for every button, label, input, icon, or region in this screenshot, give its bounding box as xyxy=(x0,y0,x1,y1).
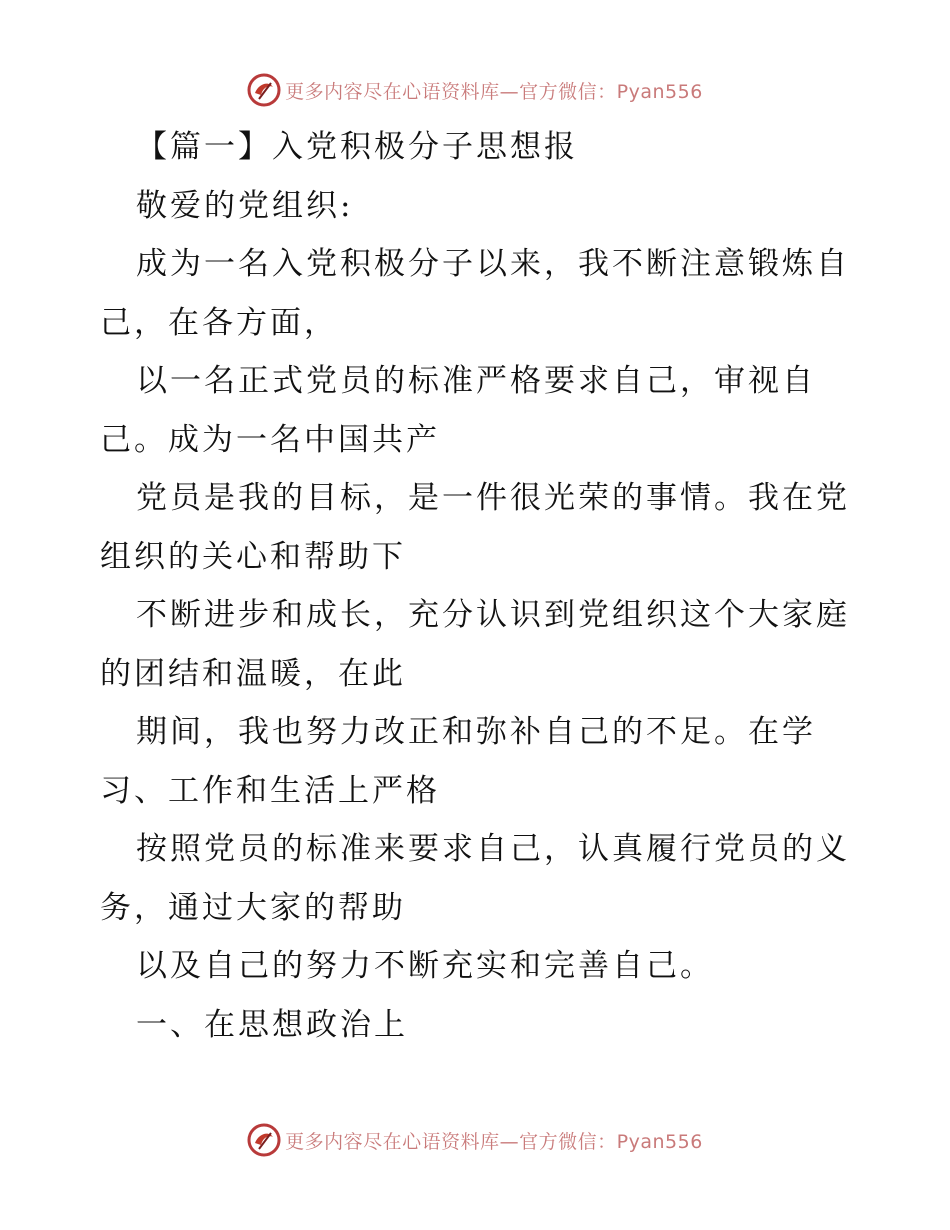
paragraph-line: 己，在各方面， xyxy=(100,304,338,341)
red-swirl-logo-icon xyxy=(247,1123,281,1157)
watermark-text: 更多内容尽在心语资料库—官方微信：Pyan556 xyxy=(285,80,703,103)
paragraph-line: 按照党员的标准来要求自己，认真履行党员的义 xyxy=(136,831,850,867)
paragraph-line: 一、在思想政治上 xyxy=(136,1006,408,1043)
document-body xyxy=(100,118,860,1054)
paragraph-line: 【篇一】入党积极分子思想报 xyxy=(136,129,578,165)
header-watermark xyxy=(0,70,950,110)
paragraph-line: 党员是我的目标，是一件很光荣的事情。我在党 xyxy=(136,480,850,516)
paragraph-line: 的团结和温暖，在此 xyxy=(100,655,406,692)
paragraph-line: 务，通过大家的帮助 xyxy=(100,889,406,926)
paragraph-line: 以一名正式党员的标准严格要求自己，审视自 xyxy=(136,363,816,399)
red-swirl-logo-icon xyxy=(247,73,281,107)
paragraph-line: 敬爱的党组织: xyxy=(136,187,354,224)
paragraph-line: 组织的关心和帮助下 xyxy=(100,538,406,575)
paragraph-line: 不断进步和成长，充分认识到党组织这个大家庭 xyxy=(136,597,850,633)
paragraph-line: 以及自己的努力不断充实和完善自己。 xyxy=(136,948,714,984)
paragraph-line: 习、工作和生活上严格 xyxy=(100,772,440,809)
paragraph-line: 期间，我也努力改正和弥补自己的不足。在学 xyxy=(136,714,816,750)
watermark-text: 更多内容尽在心语资料库—官方微信：Pyan556 xyxy=(285,1130,703,1153)
paragraph-line: 己。成为一名中国共产 xyxy=(100,421,440,458)
footer-watermark xyxy=(0,1120,950,1160)
paragraph-line: 成为一名入党积极分子以来，我不断注意锻炼自 xyxy=(136,246,850,282)
